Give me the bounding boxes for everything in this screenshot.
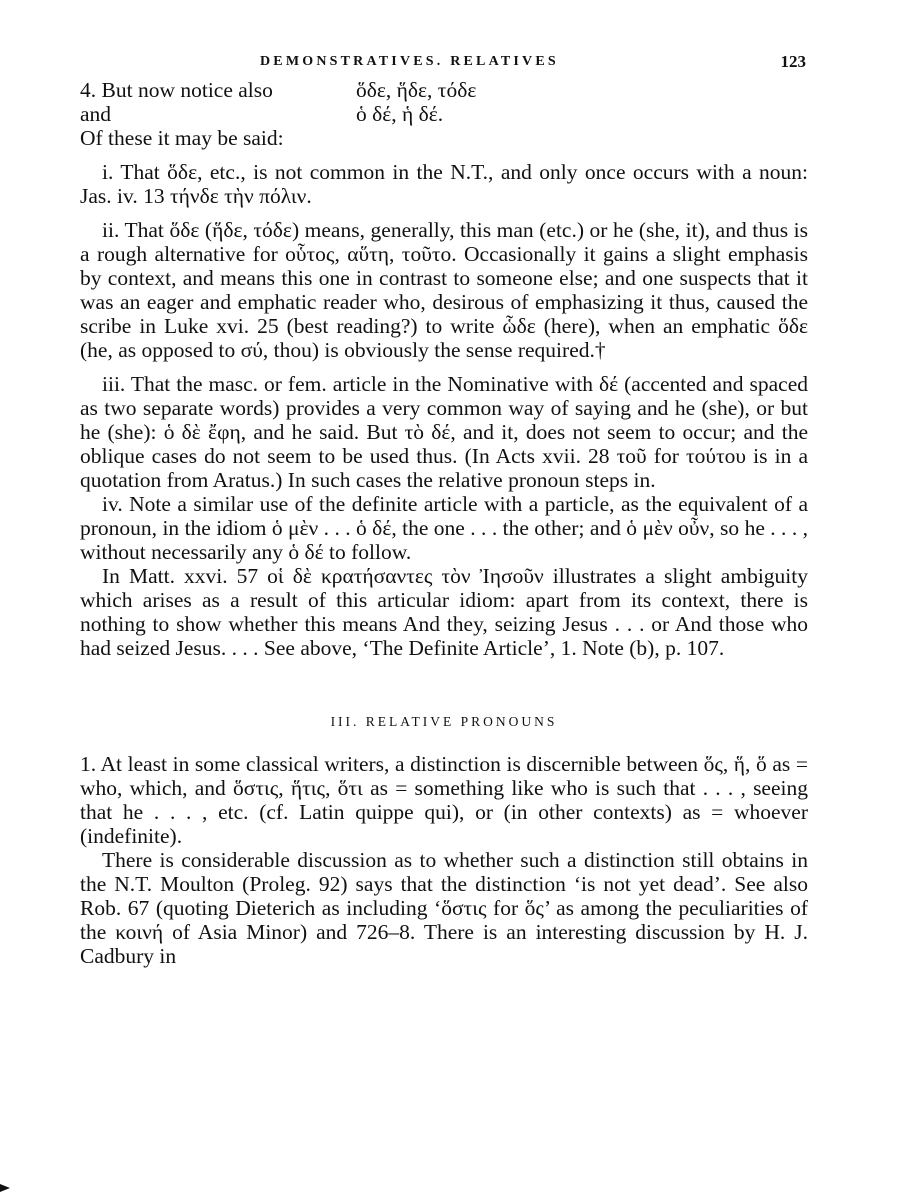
paragraph-1: 1. At least in some classical writers, a distinction is discernible between ὅς, ἥ, ὅ as = who, which, and ὅστις, ἥτις, ὅτι as = something like who is such that . . . , seeing that he . . . , etc. (cf. Latin quippe qui), or (in other contexts) as = whoever (indefinite). <box>80 752 808 848</box>
page-number: 123 <box>780 52 806 71</box>
section-heading: III. RELATIVE PRONOUNS <box>330 714 558 729</box>
intro-line-2-text: and <box>80 102 112 126</box>
paragraph-matt: In Matt. xxvi. 57 οἱ δὲ κρατήσαντες τὸν Ἰησοῦν illustrates a slight ambiguity which arises as a result of this articular idiom: apart from its context, there is nothing to show whether this means And they, seizing Jesus . . . or And those who had seized Jesus. . . . See above, ‘The Definite Article’, 1. Note (b), p. 107. <box>80 564 808 660</box>
running-header <box>80 50 808 74</box>
running-title: DEMONSTRATIVES. RELATIVES <box>260 54 559 69</box>
intro-line-1-greek: ὅδε, ἥδε, τόδε <box>356 78 477 102</box>
intro-line-1 <box>80 78 808 102</box>
intro-line-3 <box>80 126 808 150</box>
paragraph-iv: iv. Note a similar use of the definite article with a particle, as the equivalent of a pronoun, in the idiom ὁ μὲν . . . ὁ δέ, the one . . . the other; and ὁ μὲν οὖν, so he . . . , without necessarily any ὁ δέ to follow. <box>80 492 808 564</box>
book-page <box>80 50 808 968</box>
intro-line-1-text: 4. But now notice also <box>80 78 273 102</box>
page-corner-mark <box>0 1184 10 1192</box>
intro-line-2-greek: ὁ δέ, ἡ δέ. <box>356 102 444 126</box>
paragraph-ii: ii. That ὅδε (ἥδε, τόδε) means, generally, this man (etc.) or he (she, it), and thus is a rough alternative for οὗτος, αὕτη, τοῦτο. Occasionally it gains a slight emphasis by context, and means this one in contrast to someone else; and one suspects that it was an eager and emphatic reader who, desirous of emphasizing it thus, caused the scribe in Luke xvi. 25 (best reading?) to write ὧδε (here), when an emphatic ὅδε (he, as opposed to σύ, thou) is obviously the sense required.† <box>80 218 808 362</box>
paragraph-i: i. That ὅδε, etc., is not common in the N.T., and only once occurs with a noun: Jas. iv. 13 τήνδε τὴν πόλιν. <box>80 160 808 208</box>
paragraph-distinction: There is considerable discussion as to whether such a distinction still obtains in the N.T. Moulton (Proleg. 92) says that the distinction ‘is not yet dead’. See also Rob. 67 (quoting Dieterich as including ‘ὅστις for ὅς’ as among the peculiarities of the κοινή of Asia Minor) and 726–8. There is an interesting discussion by H. J. Cadbury in <box>80 848 808 968</box>
intro-line-2 <box>80 102 808 126</box>
paragraph-iii: iii. That the masc. or fem. article in the Nominative with δέ (accented and spaced as two separate words) provides a very common way of saying and he (she), or but he (she): ὁ δὲ ἔφη, and he said. But τὸ δέ, and it, does not seem to occur; and the oblique cases do not seem to be used thus. (In Acts xvii. 28 τοῦ for τούτου is in a quotation from Aratus.) In such cases the relative pronoun steps in. <box>80 372 808 492</box>
intro-line-3-text: Of these it may be said: <box>80 126 284 150</box>
